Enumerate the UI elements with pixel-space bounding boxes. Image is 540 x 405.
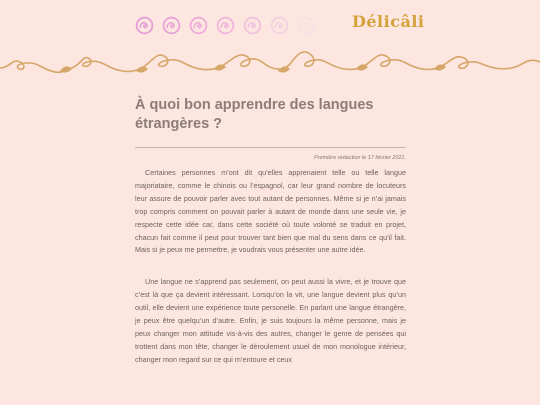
article bbox=[135, 96, 406, 367]
vine-ornament bbox=[0, 38, 540, 90]
nav-swirl-5[interactable] bbox=[243, 16, 262, 35]
leaf-icon bbox=[278, 66, 290, 72]
swirl-icon bbox=[189, 16, 208, 35]
title-divider bbox=[135, 147, 406, 148]
vine-line bbox=[0, 52, 540, 72]
swirl-icon bbox=[135, 16, 154, 35]
nav-swirl-6[interactable] bbox=[270, 16, 289, 35]
swirl-icon bbox=[216, 16, 235, 35]
article-title: À quoi bon apprendre des langues étrangères ? bbox=[135, 97, 374, 132]
swirl-icon bbox=[270, 16, 289, 35]
site-header bbox=[0, 0, 540, 92]
article-paragraph: Certaines personnes m’ont dit qu’elles apprenaient telle ou telle langue majoriataire, comme le chinois ou l’espagnol, car leur grand nombre de locuteurs leur assure de pouvoir parler avec tout autant de personnes. Même si je n’ai jamais trop compris comment on pouvait parler à autant de monde dans une seule vie, je respecte cette idée car, dans cette société où toute volonté se traduit en projet, chacun fait comme il peut pour trouver tant bien que mal du sens dans ce qu’il fait. Mais si je peux me permettre, je voudrais vous présenter une autre idée. bbox=[135, 168, 406, 255]
nav-swirl-7[interactable] bbox=[297, 16, 316, 35]
main-nav bbox=[135, 11, 316, 39]
swirl-icon bbox=[297, 16, 316, 35]
site-logo[interactable]: Délicâli bbox=[352, 12, 425, 31]
swirl-icon bbox=[162, 16, 181, 35]
article-paragraph: Une langue ne s’apprend pas seulement, on peut aussi la vivre, et je trouve que c’est là que ça devient intéressant. Lorsqu’on la vit, une langue devient plus qu’un outil, elle devient une expérience toute personelle. En parlant une langue étrangère, je peux être quelqu’un d’autre. Enfin, je suis toujours la même personne, mais je peux changer mon attitude vis-à-vis des autres, changer le genre de pensées qui trottent dans mon tête, changer le déroulement usuel de mon monologue intérieur, changer mon regard sur ce qui m’entoure et ceux bbox=[135, 277, 406, 364]
swirl-icon bbox=[243, 16, 262, 35]
nav-swirl-2[interactable] bbox=[162, 16, 181, 35]
leaf-icon bbox=[60, 66, 72, 72]
leaf-icon bbox=[136, 66, 148, 72]
nav-swirl-1[interactable] bbox=[135, 16, 154, 35]
nav-swirl-3[interactable] bbox=[189, 16, 208, 35]
publication-date: Première rédaction le 17 février 2021. bbox=[313, 155, 406, 161]
nav-swirl-4[interactable] bbox=[216, 16, 235, 35]
